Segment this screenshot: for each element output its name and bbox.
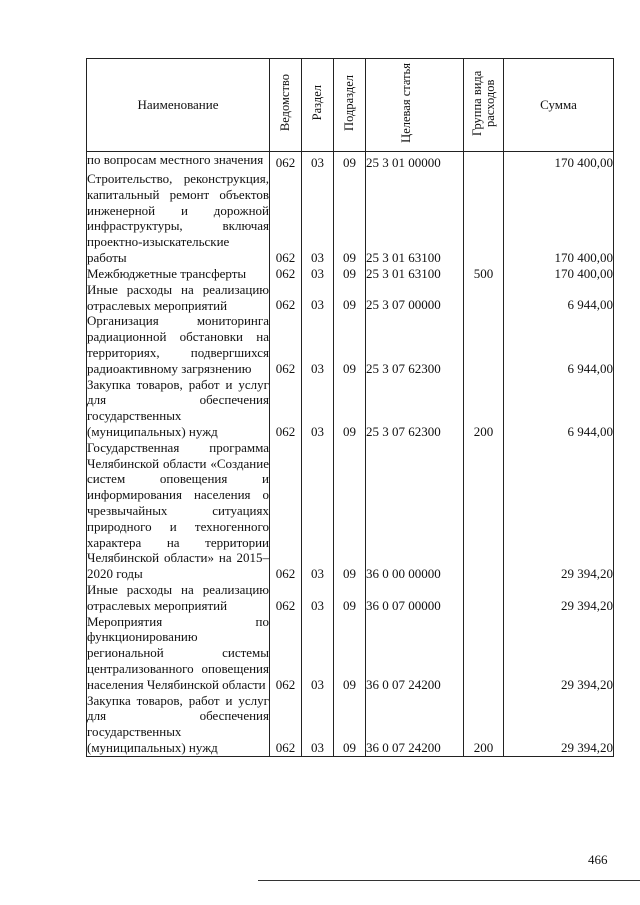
- row-amount: 6 944,00: [504, 282, 614, 314]
- row-target-article: 36 0 07 24200: [366, 693, 464, 757]
- header-department: Ведомство: [270, 59, 302, 152]
- row-target-article: 25 3 01 00000: [366, 152, 464, 172]
- table-row: [87, 313, 614, 376]
- row-subsection: 09: [334, 171, 366, 266]
- header-name: Наименование: [87, 59, 270, 152]
- row-expense-group: [464, 582, 504, 614]
- row-name: по вопросам местного значения: [87, 152, 270, 172]
- row-subsection: 09: [334, 152, 366, 172]
- row-department: 062: [270, 152, 302, 172]
- row-name: Закупка товаров, работ и услуг для обеспечения государственных (муниципальных) нужд: [87, 376, 269, 439]
- row-name: Закупка товаров, работ и услуг для обеспечения государственных (муниципальных) нужд: [87, 692, 269, 755]
- row-target-article: 36 0 00 00000: [366, 440, 464, 582]
- row-target-article: 25 3 07 62300: [366, 377, 464, 440]
- row-subsection: 09: [334, 282, 366, 314]
- table-row: [87, 693, 614, 757]
- row-section: 03: [302, 313, 334, 376]
- table-row: [87, 171, 614, 266]
- row-name: Межбюджетные трансферты: [87, 266, 270, 282]
- row-target-article: 25 3 07 62300: [366, 313, 464, 376]
- budget-table: [86, 58, 614, 757]
- header-amount: Сумма: [504, 59, 614, 152]
- row-amount: 6 944,00: [504, 313, 614, 376]
- row-name: Организация мониторинга радиационной обстановки на территориях, подвергшихся радиоактивному загрязнению: [87, 313, 269, 376]
- row-amount: 29 394,20: [504, 440, 614, 582]
- row-subsection: 09: [334, 313, 366, 376]
- row-subsection: 09: [334, 266, 366, 282]
- row-department: 062: [270, 377, 302, 440]
- row-section: 03: [302, 152, 334, 172]
- row-subsection: 09: [334, 377, 366, 440]
- row-department: 062: [270, 582, 302, 614]
- header-section: Раздел: [302, 59, 334, 152]
- row-expense-group: 200: [464, 377, 504, 440]
- row-amount: 170 400,00: [504, 171, 614, 266]
- row-target-article: 36 0 07 00000: [366, 582, 464, 614]
- row-subsection: 09: [334, 582, 366, 614]
- row-section: 03: [302, 614, 334, 693]
- bottom-divider: [258, 880, 640, 881]
- row-department: 062: [270, 171, 302, 266]
- row-subsection: 09: [334, 693, 366, 757]
- row-name: Иные расходы на реализацию отраслевых мероприятий: [87, 581, 269, 613]
- row-name: Государственная программа Челябинской области «Создание систем оповещения и информирования населения о чрезвычайных ситуациях природного и техногенного характера на территории Челябинской области» на 2015–2020 годы: [87, 439, 269, 582]
- row-amount: 170 400,00: [504, 152, 614, 172]
- row-expense-group: [464, 614, 504, 693]
- row-name: Иные расходы на реализацию отраслевых мероприятий: [87, 281, 269, 313]
- row-section: 03: [302, 582, 334, 614]
- row-department: 062: [270, 614, 302, 693]
- row-target-article: 36 0 07 24200: [366, 614, 464, 693]
- row-target-article: 25 3 07 00000: [366, 282, 464, 314]
- row-amount: 29 394,20: [504, 693, 614, 757]
- header-expense-group: Группа вида расходов: [464, 59, 504, 152]
- row-subsection: 09: [334, 440, 366, 582]
- row-department: 062: [270, 266, 302, 282]
- row-amount: 6 944,00: [504, 377, 614, 440]
- row-section: 03: [302, 171, 334, 266]
- row-section: 03: [302, 693, 334, 757]
- row-department: 062: [270, 693, 302, 757]
- row-amount: 170 400,00: [504, 266, 614, 282]
- row-amount: 29 394,20: [504, 614, 614, 693]
- row-section: 03: [302, 282, 334, 314]
- row-department: 062: [270, 313, 302, 376]
- row-section: 03: [302, 377, 334, 440]
- table-row: [87, 440, 614, 582]
- row-section: 03: [302, 266, 334, 282]
- row-name: Мероприятия по функционированию региональной системы централизованного оповещения населения Челябинской области: [87, 613, 269, 692]
- header-target-article: Целевая статья: [366, 59, 464, 152]
- row-expense-group: 200: [464, 693, 504, 757]
- row-expense-group: [464, 313, 504, 376]
- table-header-row: [87, 59, 614, 152]
- table-row: [87, 377, 614, 440]
- header-subsection: Подраздел: [334, 59, 366, 152]
- table-row: [87, 152, 614, 172]
- row-name: Строительство, реконструкция, капитальный ремонт объектов инженерной и дорожной инфраструктуры, включая проектно-изыскательские работы: [87, 171, 269, 265]
- row-expense-group: 500: [464, 266, 504, 282]
- row-amount: 29 394,20: [504, 582, 614, 614]
- table-row: [87, 282, 614, 314]
- row-department: 062: [270, 440, 302, 582]
- table-row: [87, 266, 614, 282]
- row-subsection: 09: [334, 614, 366, 693]
- row-department: 062: [270, 282, 302, 314]
- page-number: 466: [588, 852, 608, 867]
- row-expense-group: [464, 440, 504, 582]
- table-row: [87, 582, 614, 614]
- row-expense-group: [464, 152, 504, 172]
- row-target-article: 25 3 01 63100: [366, 171, 464, 266]
- row-target-article: 25 3 01 63100: [366, 266, 464, 282]
- table-row: [87, 614, 614, 693]
- row-expense-group: [464, 171, 504, 266]
- row-expense-group: [464, 282, 504, 314]
- row-section: 03: [302, 440, 334, 582]
